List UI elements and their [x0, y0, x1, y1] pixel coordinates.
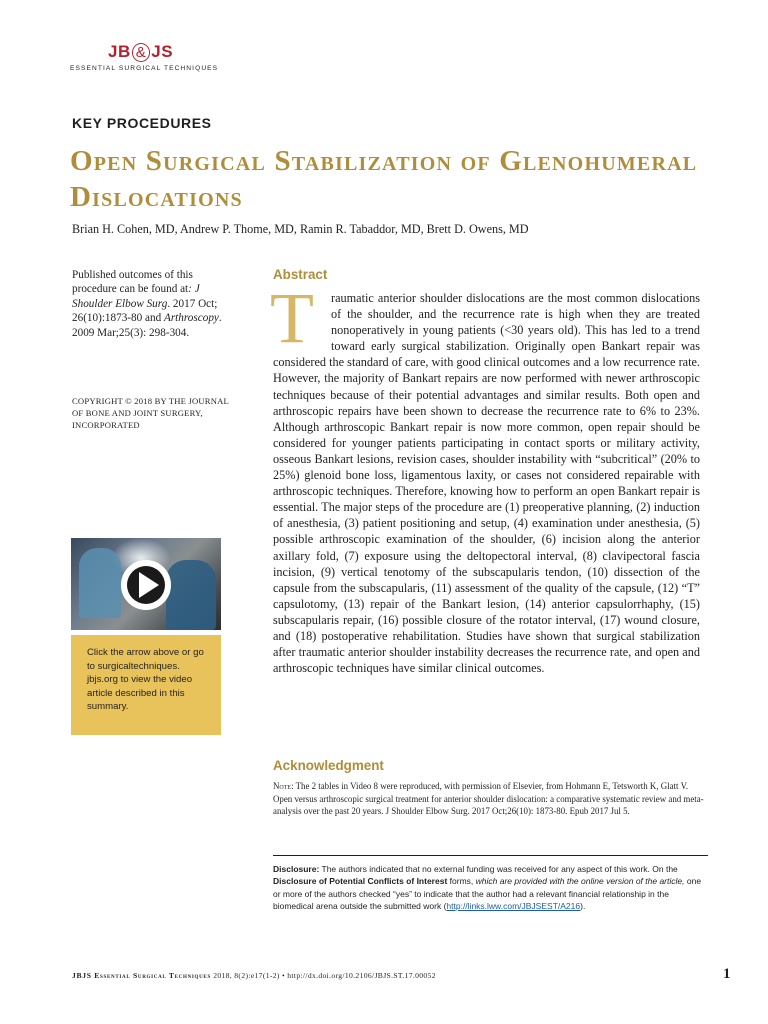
page-number: 1: [723, 966, 731, 982]
logo-amp: &: [132, 43, 151, 62]
article-title: Open Surgical Stabilization of Glenohumeral Dislocations: [70, 145, 698, 213]
note-label: Note:: [273, 781, 294, 791]
disclosure-text4: ).: [580, 901, 586, 912]
acknowledgment-text: The 2 tables in Video 8 were reproduced, with permission of Elsevier, from Hohmann E, Tetsworth K, Glatt V. Open versus arthroscopic surgical treatment for anterior shoulder dislocation: a comparative systematic review and meta-analysis over the past 20 years. J Shoulder Elbow Surg. 2017 Oct;26(10): 1873-80. Epub 2017 Jul 5.: [273, 781, 704, 816]
abstract-body: [273, 290, 700, 676]
ref1-journal: J Shoulder Elbow Surg: [72, 283, 200, 310]
assistant-figure: [166, 560, 216, 630]
abstract-text: raumatic anterior shoulder dislocations are the most common dislocations of the shoulder, and the recurrence rate is high when they are treated nonoperatively in young patients (<30 years old). This has led to a trend toward early surgical stabilization. Originally open Bankart repair was considered the standard of care, with good clinical outcomes and a low recurrence rate. However, the majority of Bankart repairs are now performed with newer arthroscopic techniques because of their potential advantages and similar results. Both open and arthroscopic repairs have been shown to decrease the recurrence rate to 6% to 23%. Although arthroscopic Bankart repair is now more common, open repair should be considered for younger patients participating in contact sports or military activity, osseous Bankart lesions, revision cases, shoulder instability with “subcritical” (20% to 25%) glenoid bone loss, ligamentous laxity, or cases not considered repairable with arthroscopic techniques. Therefore, knowing how to perform an open Bankart repair is essential. The major steps of the procedure are (1) preoperative planning, (2) induction of anesthesia, (3) patient positioning and setup, (4) examination under anesthesia, (5) possible arthroscopic examination of the shoulder, (6) incision along the anterior axillary fold, (7) exposure using the deltopectoral interval, (8) clavipectoral fascia incision, (9) vertical tenotomy of the subscapularis tendon, (10) dissection of the capsule from the subscapularis, (11) assessment of the quality of the capsule, (12) “T” capsulotomy, (13) repair of the Bankart lesion, (14) anterior capsulorrhaphy, (15) subscapularis repair, (16) possible closure of the rotator interval, (17) wound closure, and (18) postoperative rehabilitation. Studies have shown that surgical stabilization after traumatic anterior shoulder instability decreases the recurrence rate, and open and arthroscopic techniques have similar clinical outcomes.: [273, 291, 700, 676]
author-list: Brian H. Cohen, MD, Andrew P. Thome, MD, Ramin R. Tabaddor, MD, Brett D. Owens, MD: [72, 222, 529, 236]
surgeon-figure: [79, 548, 121, 618]
published-intro: Published outcomes of this procedure can be found at: [72, 269, 193, 296]
disclosure-text2-italic: which are provided with the online version of the article,: [475, 876, 685, 887]
journal-logo: [70, 42, 218, 72]
video-thumbnail[interactable]: [71, 538, 221, 630]
coi-label: Disclosure of Potential Conflicts of Interest: [273, 876, 448, 887]
disclosure-text1: The authors indicated that no external funding was received for any aspect of this work. On the: [321, 864, 678, 874]
logo-jb: JB: [108, 42, 131, 61]
acknowledgment-heading: Acknowledgment: [273, 758, 384, 773]
play-arrow-icon[interactable]: [139, 572, 159, 598]
abstract-dropcap: T: [270, 278, 314, 358]
acknowledgment-body: [273, 780, 705, 818]
ref2-detail: . 2009 Mar;25(3): 298-304.: [72, 312, 222, 339]
ref2-journal: Arthroscopy: [163, 312, 219, 325]
section-label: KEY PROCEDURES: [72, 115, 212, 131]
published-outcomes-note: Published outcomes of this procedure can be found at: J Shoulder Elbow Surg. 2017 Oct; 26(10):1873-80 and Arthroscopy. 2009 Mar;25(3): 298-304.: [72, 269, 222, 339]
footer-citation: 2018, 8(2):e17(1-2) • http://dx.doi.org/10.2106/JBJS.ST.17.00052: [213, 971, 436, 980]
page-footer: [72, 971, 436, 980]
disclosure-label: Disclosure:: [273, 864, 320, 874]
footer-journal: JBJS Essential Surgical Techniques: [72, 971, 211, 980]
video-instructions-box: Click the arrow above or go to surgicaltechniques. jbjs.org to view the video article described in this summary.: [71, 635, 221, 735]
disclosure-text2: forms,: [449, 876, 474, 887]
abstract-heading: Abstract: [273, 267, 328, 282]
ref1-detail: . 2017 Oct; 26(10):1873-80 and: [72, 297, 218, 325]
logo-subtitle: ESSENTIAL SURGICAL TECHNIQUES: [70, 65, 219, 72]
disclosure-link[interactable]: http://links.lww.com/JBJSEST/A216: [446, 901, 581, 912]
logo-js: JS: [151, 42, 174, 61]
disclosure-text3: one or more of the authors checked “yes” to indicate that the author had a relevant financial relationship in the biomedical arena outside the submitted work (: [273, 876, 702, 912]
disclosure-block: [273, 855, 708, 913]
logo-mark: [70, 42, 218, 62]
copyright-notice: COPYRIGHT © 2018 BY THE JOURNAL OF BONE AND JOINT SURGERY, INCORPORATED: [72, 396, 229, 430]
